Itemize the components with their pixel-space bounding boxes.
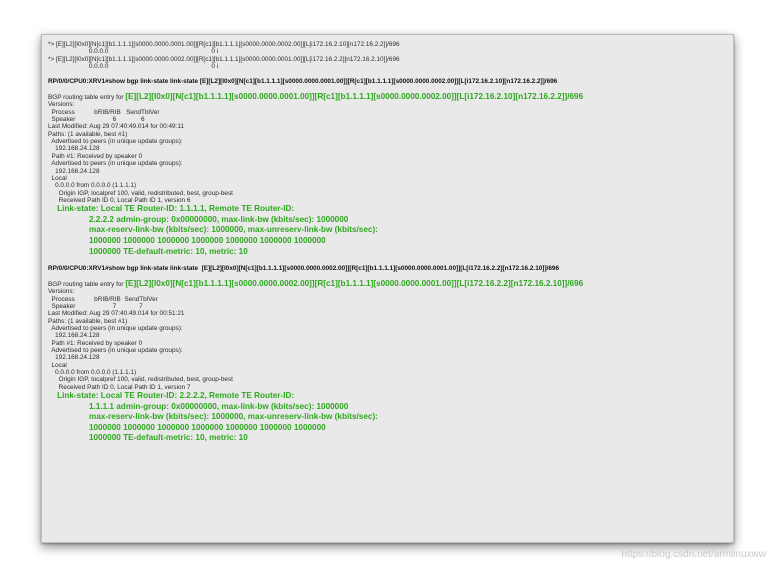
link-state-line: max-reserv-link-bw (kbits/sec): 1000000, max-unreserv-link-bw (kbits/sec):: [48, 412, 378, 422]
output-line: Origin IGP, localpref 100, valid, redistributed, best, group-best: [48, 189, 233, 197]
blank-line: [48, 272, 727, 279]
link-state-line: 1000000 TE-default-metric: 10, metric: 10: [48, 433, 248, 443]
output-line: 0.0.0.0 from 0.0.0.0 (1.1.1.1): [48, 369, 137, 376]
output-line: Process bRIB/RIB SendTblVer: [48, 108, 160, 116]
output-line: Paths: (1 available, best #1): [48, 130, 128, 138]
routing-entry-nlri: [E][L2][I0x0][N[c1][b1.1.1.1][s0000.0000.0001.00]][R[c1][b1.1.1.1][s0000.0000.0002.00]][L[i172.16.2.10][n172.16.2.2]]/696: [125, 92, 584, 102]
output-line: 192.168.24.128: [48, 354, 100, 362]
output-line: Local: [48, 361, 67, 369]
output-line: Speaker 7 7: [48, 302, 143, 310]
output-line: 0.0.0.0 from 0.0.0.0 (1.1.1.1): [48, 182, 137, 190]
output-line: Versions:: [48, 288, 75, 296]
link-state-line: Link-state: Local TE Router-ID: 1.1.1.1, Remote TE Router-ID:: [48, 204, 295, 214]
link-state-line: max-reserv-link-bw (kbits/sec): 1000000, max-unreserv-link-bw (kbits/sec):: [48, 225, 378, 235]
output-line: Last Modified: Aug 29 07:40:49.014 for 00:51:21: [48, 310, 185, 318]
output-line: *> [E][L2][I0x0][N[c1][b1.1.1.1][s0000.0000.0002.00]][R[c1][b1.1.1.1][s0000.0000.0001.00]][L[i172.16.2.2][n172.16.2.10]]/696: [48, 55, 400, 63]
output-line: Origin IGP, localpref 100, valid, redistributed, best, group-best: [48, 376, 233, 384]
output-line: Last Modified: Aug 29 07:40:49.014 for 00:49:11: [48, 123, 184, 131]
routing-entry-nlri: [E][L2][I0x0][N[c1][b1.1.1.1][s0000.0000.0002.00]][R[c1][b1.1.1.1][s0000.0000.0001.00]][L[i172.16.2.2][n172.16.2.10]]/696: [125, 279, 584, 289]
output-line: Advertised to peers (in unique update groups):: [48, 138, 183, 146]
output-line: Received Path ID 0, Local Path ID 1, version 6: [48, 196, 191, 204]
command-line: RP/0/0/CPU0:XRV1#show bgp link-state link-state [E][L2][I0x0][N[c1][b1.1.1.1][s0000.0000.0002.00]][R[c1][b1.1.1.1][s0000.0000.0001.00]][L[i172.16.2.2][n172.16.2.10]]/696: [48, 264, 560, 272]
link-state-line: Link-state: Local TE Router-ID: 2.2.2.2, Remote TE Router-ID:: [48, 391, 295, 401]
output-line: *> [E][L2][I0x0][N[c1][b1.1.1.1][s0000.0000.0001.00]][R[c1][b1.1.1.1][s0000.0000.0002.00]][L[i172.16.2.10][n172.16.2.2]]/696: [48, 41, 400, 48]
terminal-window[interactable]: [41, 34, 734, 543]
output-line: 192.168.24.128: [48, 167, 100, 175]
output-line: Advertised to peers (in unique update groups):: [48, 346, 183, 354]
output-line: Received Path ID 0, Local Path ID 1, version 7: [48, 383, 191, 391]
output-line: Local: [48, 174, 67, 182]
output-line: 0.0.0.0 0 i: [48, 63, 219, 71]
output-line: Advertised to peers (in unique update groups):: [48, 160, 183, 168]
command-line: RP/0/0/CPU0:XRV1#show bgp link-state link-state [E][L2][I0x0][N[c1][b1.1.1.1][s0000.0000.0001.00]][R[c1][b1.1.1.1][s0000.0000.0002.00]][L[i172.16.2.10][n172.16.2.2]]/696: [48, 77, 558, 85]
link-state-line: 2.2.2.2 admin-group: 0x00000000, max-link-bw (kbits/sec): 1000000: [48, 214, 349, 224]
output-line: 192.168.24.128: [48, 332, 100, 340]
routing-entry-prefix: BGP routing table entry for: [48, 281, 126, 289]
output-line: Path #1: Received by speaker 0: [48, 339, 143, 347]
watermark-text: https://blog.csdn.net/armlinuxww: [621, 549, 766, 560]
output-line: Paths: (1 available, best #1): [48, 317, 128, 325]
link-state-line: 1000000 TE-default-metric: 10, metric: 10: [48, 246, 248, 256]
output-line: Process bRIB/RIB SendTblVer: [48, 295, 158, 303]
output-line: 0.0.0.0 0 i: [48, 48, 219, 56]
routing-entry-line: [48, 92, 727, 101]
link-state-line: 1000000 1000000 1000000 1000000 1000000 1000000 1000000: [48, 236, 326, 245]
link-state-line: 1.1.1.1 admin-group: 0x00000000, max-link-bw (kbits/sec): 1000000: [48, 401, 349, 411]
output-line: Speaker 6 6: [48, 116, 145, 124]
blank-line: [48, 257, 727, 264]
blank-line: [48, 70, 727, 77]
output-line: Advertised to peers (in unique update groups):: [48, 324, 183, 332]
output-line: Versions:: [48, 101, 75, 109]
output-line: Path #1: Received by speaker 0: [48, 152, 143, 160]
blank-line: [48, 85, 727, 92]
routing-entry-line: [48, 279, 727, 288]
routing-entry-prefix: BGP routing table entry for: [48, 94, 126, 102]
output-line: 192.168.24.128: [48, 145, 100, 153]
link-state-line: 1000000 1000000 1000000 1000000 1000000 1000000 1000000: [48, 422, 326, 432]
